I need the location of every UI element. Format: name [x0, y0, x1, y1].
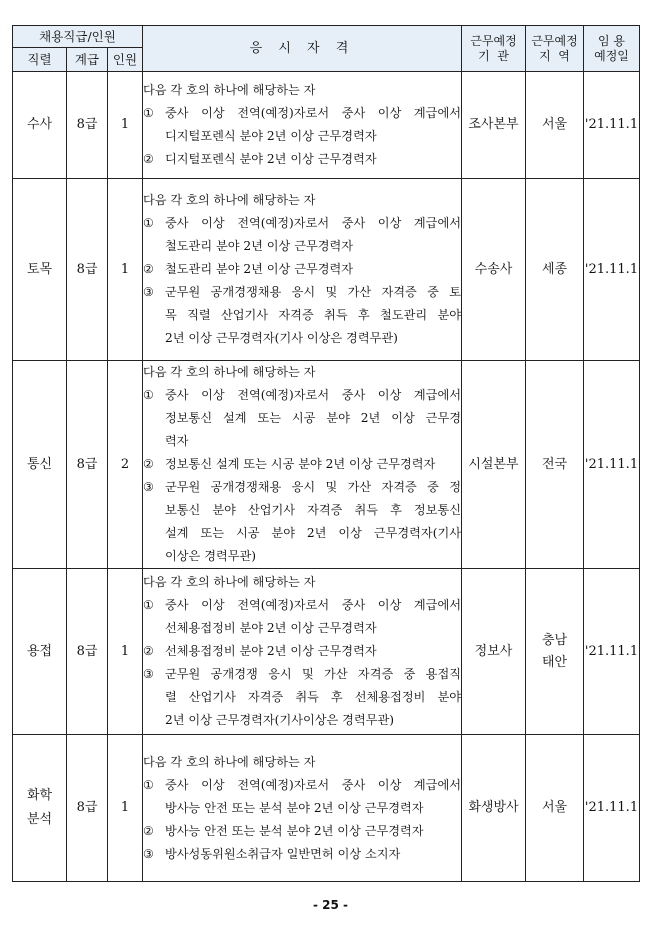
series-cell — [13, 361, 67, 569]
region-text: 전국 — [541, 456, 568, 472]
item-line: 중사 이상 전역(예정)자로서 중사 이상 계급에서 — [165, 106, 461, 120]
date-cell: '21.11.1 — [584, 361, 640, 569]
item-line: 2년 이상 근무경력자(기사 이상은 경력무관) — [165, 331, 398, 345]
item-number: ② — [143, 457, 154, 471]
header-region-line2: 지 역 — [539, 48, 570, 63]
page-number: - 25 - — [312, 898, 348, 912]
table-row — [13, 361, 640, 569]
series-text: 용접 — [26, 643, 53, 659]
table-row — [13, 569, 640, 735]
item-text — [165, 212, 461, 258]
header-series: 직렬 — [13, 48, 67, 72]
item-line: 중사 이상 전역(예정)자로서 중사 이상 계급에서 — [165, 388, 461, 402]
item-line: 철도관리 분야 2년 이상 근무경력자 — [165, 239, 354, 253]
region-text: 세종 — [541, 261, 568, 277]
header-qualification: 응 시 자 격 — [143, 26, 462, 72]
qualification-item — [143, 843, 461, 866]
item-line: 선체용접정비 분야 2년 이상 근무경력자 — [165, 644, 377, 658]
date-cell: '21.11.1 — [584, 72, 640, 179]
item-line: 렬 산업기사 자격증 취득 후 선체용접정비 분야 — [165, 690, 461, 704]
region-cell — [526, 179, 584, 361]
qualification-cell — [143, 569, 462, 735]
series-text: 수사 — [26, 117, 53, 132]
region-cell — [526, 361, 584, 569]
qualification-item — [143, 820, 461, 843]
header-position-group: 채용직급/인원 — [13, 26, 143, 48]
header-date-line2: 예정일 — [594, 48, 629, 63]
qualification-lead: 다음 각 호의 하나에 해당하는 자 — [143, 575, 316, 589]
qualification-cell — [143, 72, 462, 179]
count-cell: 1 — [108, 569, 143, 735]
qualification-item — [143, 453, 461, 476]
item-line: 방사성동위원소취급자 일반면허 이상 소지자 — [165, 846, 401, 861]
table-body — [13, 72, 640, 882]
item-line: 정보통신 설계 또는 시공 분야 2년 이상 근무경력자 — [165, 457, 436, 471]
count-cell: 2 — [108, 361, 143, 569]
item-line: 중사 이상 전역(예정)자로서 중사 이상 계급에서 — [165, 777, 461, 792]
item-line: 군무원 공개경쟁채용 응시 및 가산 자격증 중 정 — [165, 480, 461, 494]
qualification-item — [143, 258, 461, 281]
qualification-lead: 다음 각 호의 하나에 해당하는 자 — [143, 83, 316, 97]
header-count: 인원 — [108, 48, 143, 72]
series-cell — [13, 72, 67, 179]
series-text: 토목 — [26, 261, 53, 277]
item-line: 이상은 경력무관) — [165, 549, 257, 563]
item-line: 철도관리 분야 2년 이상 근무경력자 — [165, 262, 354, 276]
item-line: 중사 이상 전역(예정)자로서 중사 이상 계급에서 — [165, 598, 461, 612]
item-line: 선체용접정비 분야 2년 이상 근무경력자 — [165, 621, 377, 635]
item-number: ② — [143, 262, 154, 276]
item-text — [165, 148, 461, 171]
item-line: 정보통신 설계 또는 시공 분야 2년 이상 근무경 — [165, 411, 461, 425]
region-cell — [526, 735, 584, 882]
grade-cell: 8급 — [67, 72, 108, 179]
item-text — [165, 820, 461, 843]
item-line: 디지털포렌식 분야 2년 이상 근무경력자 — [165, 152, 377, 166]
qualification-item — [143, 102, 461, 148]
header-date-line1: 임 용 — [598, 33, 625, 48]
header-appointment-date — [584, 26, 640, 72]
qualification-lead: 다음 각 호의 하나에 해당하는 자 — [143, 754, 316, 769]
agency-cell: 정보사 — [462, 569, 526, 735]
qualification-item — [143, 148, 461, 171]
qualification-cell — [143, 361, 462, 569]
region-text: 서울 — [541, 117, 568, 132]
agency-cell: 조사본부 — [462, 72, 526, 179]
qualification-item — [143, 663, 461, 732]
grade-cell: 8급 — [67, 735, 108, 882]
recruitment-table — [12, 25, 640, 882]
item-line: 보통신 분야 산업기사 자격증 취득 후 정보통신 — [165, 503, 461, 517]
region-cell — [526, 569, 584, 735]
item-text — [165, 102, 461, 148]
qualification-item — [143, 640, 461, 663]
date-cell: '21.11.1 — [584, 569, 640, 735]
series-text: 화학 — [26, 788, 53, 803]
qualification-item — [143, 594, 461, 640]
item-text — [165, 663, 461, 732]
series-text: 분석 — [26, 812, 53, 827]
header-region — [526, 26, 584, 72]
item-text — [165, 453, 461, 476]
date-cell: '21.11.1 — [584, 179, 640, 361]
series-cell — [13, 569, 67, 735]
item-number: ③ — [143, 480, 154, 494]
item-number: ③ — [143, 667, 154, 681]
count-cell: 1 — [108, 72, 143, 179]
item-text — [165, 640, 461, 663]
item-number: ① — [143, 216, 154, 230]
series-text: 통신 — [26, 456, 53, 472]
item-text — [165, 384, 461, 453]
item-number: ① — [143, 598, 154, 612]
item-text — [165, 594, 461, 640]
count-cell: 1 — [108, 179, 143, 361]
item-line: 중사 이상 전역(예정)자로서 중사 이상 계급에서 — [165, 216, 461, 230]
header-agency-line1: 근무예정 — [470, 33, 517, 48]
table-row — [13, 735, 640, 882]
item-line: 2년 이상 근무경력자(기사이상은 경력무관) — [165, 713, 395, 727]
date-cell: '21.11.1 — [584, 735, 640, 882]
grade-cell: 8급 — [67, 179, 108, 361]
region-text: 태안 — [541, 654, 568, 670]
table-row — [13, 179, 640, 361]
item-line: 디지털포렌식 분야 2년 이상 근무경력자 — [165, 129, 377, 143]
header-region-line1: 근무예정 — [531, 33, 578, 48]
grade-cell: 8급 — [67, 569, 108, 735]
item-number: ① — [143, 388, 154, 402]
qualification-lead: 다음 각 호의 하나에 해당하는 자 — [143, 365, 316, 379]
region-text: 충남 — [541, 632, 568, 648]
count-cell: 1 — [108, 735, 143, 882]
item-line: 군무원 공개경쟁 응시 및 가산 자격증 중 용접직 — [165, 667, 461, 681]
item-line: 력자 — [165, 434, 189, 448]
item-text — [165, 843, 461, 866]
qualification-lead: 다음 각 호의 하나에 해당하는 자 — [143, 193, 316, 207]
agency-cell: 시설본부 — [462, 361, 526, 569]
grade-cell: 8급 — [67, 361, 108, 569]
table-row — [13, 72, 640, 179]
item-text — [165, 258, 461, 281]
region-text: 서울 — [541, 800, 568, 815]
item-line: 군무원 공개경쟁채용 응시 및 가산 자격증 중 토 — [165, 285, 461, 299]
agency-cell: 화생방사 — [462, 735, 526, 882]
header-agency-line2: 기 관 — [478, 48, 509, 63]
qualification-cell — [143, 179, 462, 361]
header-agency — [462, 26, 526, 72]
item-number: ② — [143, 823, 154, 838]
item-line: 방사능 안전 또는 분석 분야 2년 이상 근무경력자 — [165, 823, 424, 838]
item-number: ③ — [143, 846, 154, 861]
agency-cell: 수송사 — [462, 179, 526, 361]
item-line: 설계 또는 시공 분야 2년 이상 근무경력자(기사 — [165, 526, 461, 540]
item-number: ② — [143, 644, 154, 658]
item-text — [165, 281, 461, 350]
qualification-item — [143, 774, 461, 820]
series-cell — [13, 179, 67, 361]
qualification-cell — [143, 735, 462, 882]
item-number: ③ — [143, 285, 154, 299]
item-text — [165, 774, 461, 820]
series-cell — [13, 735, 67, 882]
item-line: 목 직렬 산업기사 자격증 취득 후 철도관리 분야 — [165, 308, 461, 322]
item-number: ① — [143, 777, 154, 792]
header-grade: 계급 — [67, 48, 108, 72]
qualification-item — [143, 476, 461, 568]
item-number: ① — [143, 106, 154, 120]
item-number: ② — [143, 152, 154, 166]
region-cell — [526, 72, 584, 179]
qualification-item — [143, 281, 461, 350]
item-text — [165, 476, 461, 568]
qualification-item — [143, 212, 461, 258]
qualification-item — [143, 384, 461, 453]
item-line: 방사능 안전 또는 분석 분야 2년 이상 근무경력자 — [165, 800, 424, 815]
